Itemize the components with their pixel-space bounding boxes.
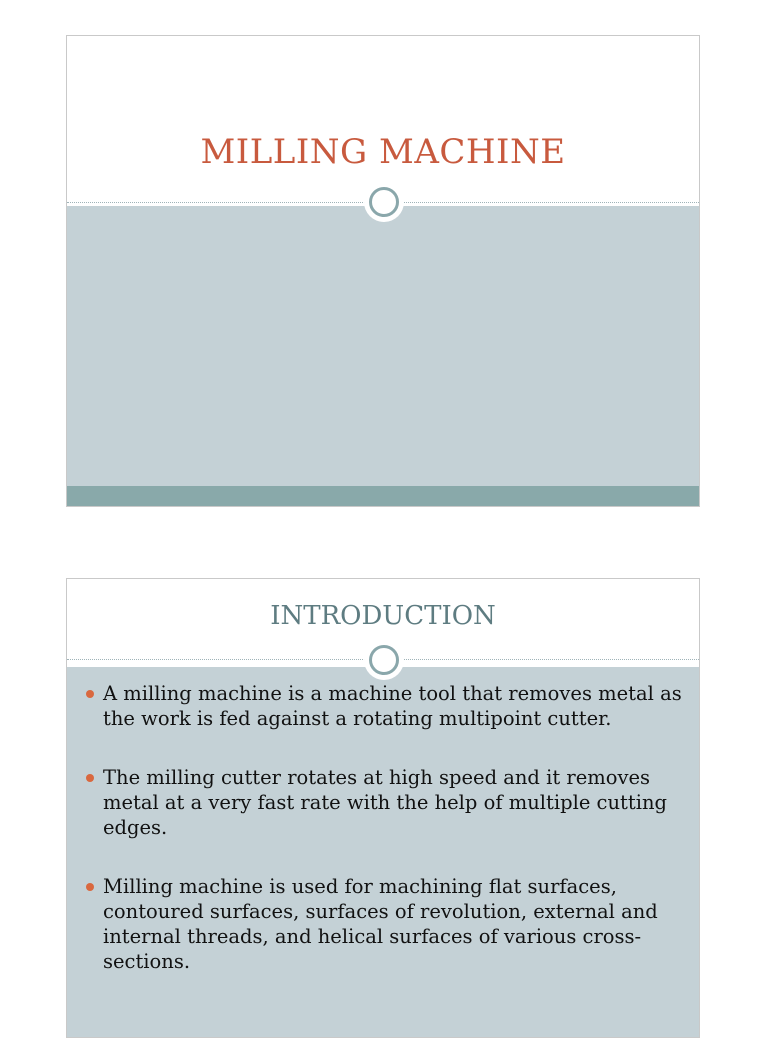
- bullet-list: [83, 681, 683, 1008]
- bullet-dot-icon: [86, 690, 94, 698]
- title-slide: [66, 35, 700, 507]
- slide-title: MILLING MACHINE: [200, 132, 566, 172]
- content-panel: [67, 206, 699, 486]
- bullet-text: The milling cutter rotates at high speed and it removes metal at a very fast rate with the help of multiple cutting edges.: [103, 766, 667, 839]
- footer-band: [67, 486, 699, 507]
- circle-ornament-icon: [369, 645, 399, 675]
- circle-ornament-icon: [369, 187, 399, 217]
- bullet-dot-icon: [86, 774, 94, 782]
- bullet-item: [83, 681, 683, 731]
- bullet-item: [83, 765, 683, 840]
- bullet-text: Milling machine is used for machining flat surfaces, contoured surfaces, surfaces of revolution, external and internal threads, and helical surfaces of various cross-sections.: [103, 875, 658, 973]
- introduction-slide: [66, 578, 700, 1038]
- bullet-text: A milling machine is a machine tool that removes metal as the work is fed against a rotating multipoint cutter.: [103, 682, 682, 730]
- title-area: [67, 36, 699, 204]
- bullet-dot-icon: [86, 883, 94, 891]
- bullet-item: [83, 874, 683, 974]
- slide-heading: INTRODUCTION: [270, 601, 496, 631]
